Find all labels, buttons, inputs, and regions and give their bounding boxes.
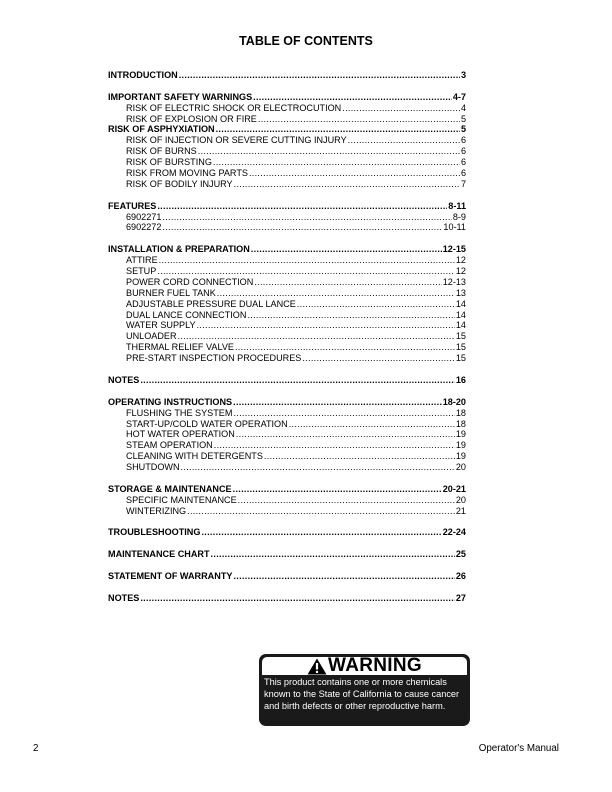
toc-subsection-entry (108, 299, 466, 310)
toc-dot-leader (178, 331, 455, 342)
toc-dot-leader (157, 266, 455, 277)
page-number: 2 (33, 743, 39, 754)
toc-dot-leader (140, 593, 455, 604)
toc-entry-label: NOTES (108, 374, 140, 385)
toc-dot-leader (233, 571, 454, 582)
toc-dot-leader (159, 255, 455, 266)
toc-spacer (108, 81, 466, 92)
toc-dot-leader (157, 201, 447, 212)
toc-entry-label: RISK OF INJECTION OR SEVERE CUTTING INJURY (126, 135, 347, 146)
toc-section-entry (108, 201, 466, 212)
toc-entry-page: 8-9 (452, 211, 466, 222)
toc-entry-page: 3 (460, 70, 466, 80)
toc-entry-page: 20 (455, 494, 466, 505)
toc-spacer (108, 473, 466, 484)
toc-subsection-entry (108, 342, 466, 353)
toc-entry-label: DUAL LANCE CONNECTION (126, 309, 247, 320)
toc-entry-label: RISK OF ASPHYXIATION (108, 124, 215, 135)
toc-dot-leader (187, 506, 455, 517)
toc-dot-leader (217, 288, 455, 299)
toc-section-entry (108, 549, 466, 560)
toc-subsection-entry (108, 440, 466, 451)
toc-spacer (108, 517, 466, 528)
toc-subsection-entry (108, 320, 466, 331)
toc-spacer (108, 538, 466, 549)
toc-entry-label: RISK OF BODILY INJURY (126, 178, 233, 189)
toc-entry-page: 16 (455, 374, 466, 385)
toc-entry-label: RISK OF BURNS (126, 146, 197, 157)
toc-entry-page: 8-11 (448, 200, 466, 211)
toc-entry-label: SETUP (126, 266, 157, 277)
toc-entry-label: PRE-START INSPECTION PROCEDURES (126, 353, 302, 364)
toc-dot-leader (264, 451, 455, 462)
toc-entry-label: UNLOADER (126, 331, 177, 342)
toc-dot-leader (247, 310, 454, 321)
toc-dot-leader (289, 419, 455, 430)
toc-entry-label: MAINTENANCE CHART (108, 549, 210, 560)
toc-entry-page: 18-20 (442, 396, 466, 407)
toc-subsection-entry (108, 222, 466, 233)
toc-dot-leader (181, 462, 455, 473)
toc-entry-page: 7 (460, 178, 466, 189)
toc-dot-leader (297, 299, 455, 310)
warning-triangle-icon (307, 658, 327, 675)
toc-spacer (108, 190, 466, 201)
toc-dot-leader (211, 549, 455, 560)
toc-entry-page: 20-21 (442, 483, 466, 494)
toc-entry-page: 4-7 (452, 91, 466, 102)
toc-entry-page: 14 (455, 320, 466, 331)
toc-entry-page: 19 (455, 440, 466, 451)
toc-entry-page: 21 (455, 505, 466, 516)
warning-heading: WARNING (328, 655, 422, 676)
toc-subsection-entry (108, 506, 466, 517)
toc-entry-page: 14 (455, 298, 466, 309)
toc-entry-page: 25 (455, 549, 466, 560)
toc-entry-label: FLUSHING THE SYSTEM (126, 407, 233, 418)
toc-entry-label: TROUBLESHOOTING (108, 527, 201, 538)
toc-entry-label: RISK OF EXPLOSION OR FIRE (126, 113, 257, 124)
toc-dot-leader (348, 135, 460, 146)
toc-dot-leader (251, 244, 442, 255)
toc-subsection-entry (108, 266, 466, 277)
toc-entry-label: HOT WATER OPERATION (126, 429, 235, 440)
toc-dot-leader (201, 527, 441, 538)
toc-entry-label: 6902271 (126, 211, 162, 222)
toc-subsection-entry (108, 277, 466, 288)
toc-entry-page: 19 (455, 429, 466, 440)
toc-entry-page: 19 (455, 451, 466, 462)
toc-subsection-entry (108, 288, 466, 299)
toc-entry-label: THERMAL RELIEF VALVE (126, 342, 234, 353)
toc-entry-page: 5 (460, 124, 466, 135)
toc-entry-page: 12 (455, 266, 466, 277)
toc-entry-page: 6 (460, 157, 466, 168)
warning-text: This product contains one or more chemicals known to the State of California to cause cancer and birth defects or other reproductive harm. (264, 677, 460, 712)
toc-entry-label: SPECIFIC MAINTENANCE (126, 494, 237, 505)
manual-name: Operator's Manual (478, 743, 559, 754)
toc-entry-label: RISK OF ELECTRIC SHOCK OR ELECTROCUTION (126, 102, 342, 113)
toc-entry-page: 5 (460, 113, 466, 124)
toc-entry-label: WATER SUPPLY (126, 320, 196, 331)
toc-entry-page: 27 (455, 592, 466, 603)
toc-section-entry (108, 527, 466, 538)
toc-entry-page: 10-11 (443, 222, 466, 233)
toc-subsection-entry (108, 451, 466, 462)
toc-entry-label: RISK FROM MOVING PARTS (126, 168, 248, 179)
toc-entry-label: IMPORTANT SAFETY WARNINGS (108, 91, 253, 102)
toc-entry-page: 12 (455, 255, 466, 266)
toc-entry-label: ATTIRE (126, 255, 158, 266)
toc-entry-label: 6902272 (126, 222, 162, 233)
toc-subsection-entry (108, 157, 466, 168)
toc-subsection-entry (108, 255, 466, 266)
toc-spacer (108, 582, 466, 593)
toc-section-entry (108, 571, 466, 582)
toc-dot-leader (235, 342, 455, 353)
toc-entry-page: 15 (455, 342, 466, 353)
toc-dot-leader (162, 212, 451, 223)
toc-section-entry (108, 70, 466, 81)
toc-dot-leader (249, 168, 460, 179)
toc-section-entry (108, 92, 466, 103)
toc-subsection-entry (108, 408, 466, 419)
toc-dot-leader (216, 124, 460, 135)
toc-entry-page: 14 (455, 309, 466, 320)
toc-spacer (108, 233, 466, 244)
toc-entry-page: 12-15 (442, 244, 466, 255)
toc-section-entry (108, 124, 466, 135)
table-of-contents (108, 70, 466, 604)
toc-dot-leader (179, 70, 460, 81)
toc-entry-label: OPERATING INSTRUCTIONS (108, 396, 233, 407)
toc-spacer (108, 560, 466, 571)
toc-dot-leader (213, 157, 460, 168)
toc-entry-page: 20 (455, 462, 466, 473)
toc-entry-label: CLEANING WITH DETERGENTS (126, 451, 263, 462)
toc-dot-leader (233, 408, 454, 419)
toc-entry-label: POWER CORD CONNECTION (126, 276, 254, 287)
toc-section-entry (108, 397, 466, 408)
toc-dot-leader (198, 146, 460, 157)
toc-dot-leader (233, 397, 442, 408)
toc-dot-leader (197, 320, 455, 331)
toc-dot-leader (258, 114, 460, 125)
toc-entry-label: STORAGE & MAINTENANCE (108, 483, 232, 494)
toc-entry-page: 22-24 (442, 527, 466, 538)
toc-spacer (108, 364, 466, 375)
toc-entry-label: WINTERIZING (126, 505, 187, 516)
toc-dot-leader (342, 103, 460, 114)
toc-dot-leader (140, 375, 455, 386)
toc-entry-label: START-UP/COLD WATER OPERATION (126, 418, 288, 429)
toc-dot-leader (236, 429, 455, 440)
toc-entry-page: 18 (455, 418, 466, 429)
toc-subsection-entry (108, 168, 466, 179)
toc-dot-leader (254, 277, 441, 288)
toc-entry-label: ADJUSTABLE PRESSURE DUAL LANCE (126, 298, 296, 309)
toc-entry-page: 15 (455, 353, 466, 364)
toc-subsection-entry (108, 331, 466, 342)
toc-dot-leader (214, 440, 455, 451)
page-title: TABLE OF CONTENTS (239, 34, 373, 48)
toc-subsection-entry (108, 114, 466, 125)
toc-entry-label: RISK OF BURSTING (126, 157, 212, 168)
toc-entry-page: 18 (455, 407, 466, 418)
toc-spacer (108, 386, 466, 397)
toc-subsection-entry (108, 495, 466, 506)
toc-entry-label: INSTALLATION & PREPARATION (108, 244, 250, 255)
toc-entry-page: 13 (455, 287, 466, 298)
warning-box (259, 654, 470, 726)
toc-subsection-entry (108, 429, 466, 440)
toc-entry-page: 15 (455, 331, 466, 342)
toc-subsection-entry (108, 135, 466, 146)
warning-header (262, 657, 467, 675)
toc-entry-page: 6 (460, 135, 466, 146)
toc-entry-label: FEATURES (108, 200, 157, 211)
toc-subsection-entry (108, 419, 466, 430)
toc-entry-page: 6 (460, 146, 466, 157)
toc-subsection-entry (108, 103, 466, 114)
toc-entry-page: 12-13 (442, 276, 466, 287)
toc-entry-label: SHUTDOWN (126, 462, 180, 473)
toc-dot-leader (234, 179, 460, 190)
toc-section-entry (108, 593, 466, 604)
toc-entry-page: 6 (460, 168, 466, 179)
toc-entry-label: BURNER FUEL TANK (126, 287, 216, 298)
toc-subsection-entry (108, 462, 466, 473)
toc-subsection-entry (108, 353, 466, 364)
toc-entry-page: 4 (460, 102, 466, 113)
toc-entry-label: STEAM OPERATION (126, 440, 213, 451)
toc-subsection-entry (108, 146, 466, 157)
toc-entry-page: 26 (455, 570, 466, 581)
toc-dot-leader (233, 484, 442, 495)
toc-entry-label: STATEMENT OF WARRANTY (108, 570, 233, 581)
toc-entry-label: INTRODUCTION (108, 70, 178, 80)
toc-section-entry (108, 244, 466, 255)
toc-dot-leader (302, 353, 455, 364)
toc-subsection-entry (108, 212, 466, 223)
toc-section-entry (108, 484, 466, 495)
toc-subsection-entry (108, 310, 466, 321)
toc-entry-label: NOTES (108, 592, 140, 603)
toc-subsection-entry (108, 179, 466, 190)
toc-dot-leader (238, 495, 455, 506)
toc-section-entry (108, 375, 466, 386)
toc-dot-leader (253, 92, 452, 103)
toc-dot-leader (162, 222, 442, 233)
